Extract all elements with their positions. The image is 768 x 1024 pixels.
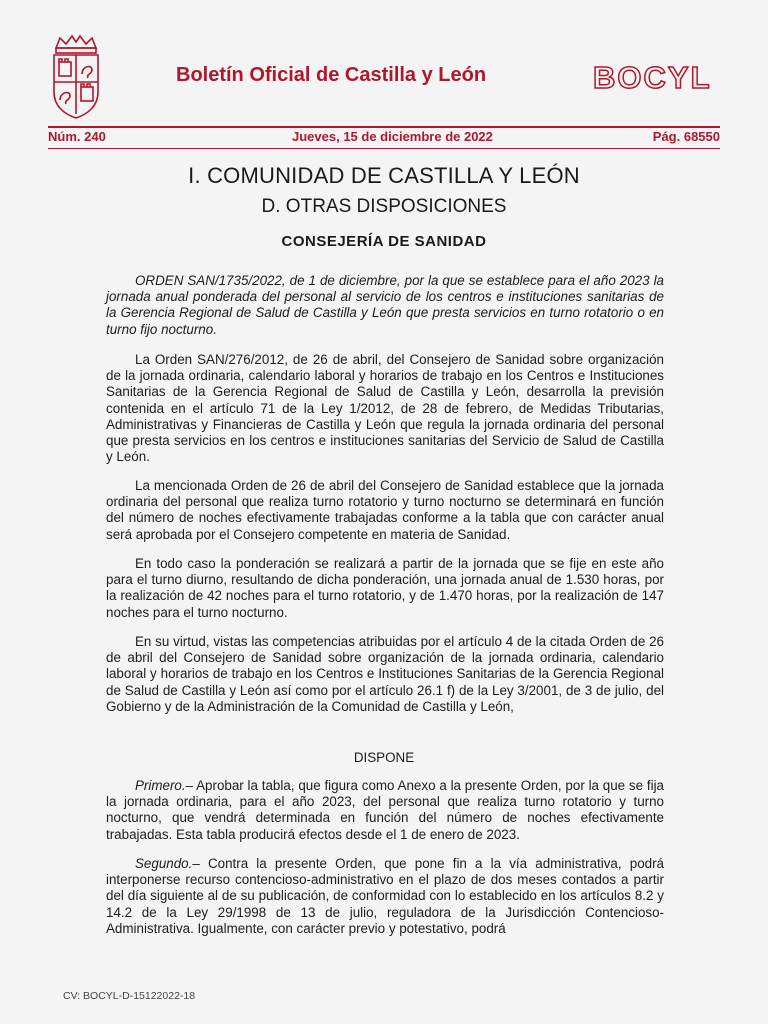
article-text: – Aprobar la tabla, que figura como Anexo a la presente Orden, por la que se fija la jornada ordinaria, para el año 2023, del personal que realiza turno rotatorio y turno nocturno, que vendrá determinada en función del número de noches efectivamente trabajadas. Esta tabla producirá efectos desde el 1 de enero de 2023. (106, 778, 664, 842)
article-primero (106, 778, 664, 843)
article-label: Primero. (135, 778, 186, 793)
article-label: Segundo. (135, 856, 193, 871)
paragraph: La Orden SAN/276/2012, de 26 de abril, del Consejero de Sanidad sobre organización de la jornada ordinaria, calendario laboral y horarios de trabajo en los Centros e Instituciones Sanitarias de la Gerencia Regional de Salud de Castilla y León, desarrolla la previsión contenida en el artículo 71 de la Ley 1/2012, de 28 de febrero, de Medidas Tributarias, Administrativas y Financieras de Castilla y León que regula la jornada ordinaria del personal que presta servicios en los centros e instituciones sanitarias del Servicio de Salud de Castilla y León. (106, 352, 664, 465)
coat-of-arms-icon (48, 34, 104, 120)
header-divider (48, 126, 720, 128)
issue-date: Jueves, 15 de diciembre de 2022 (292, 129, 493, 144)
meta-divider (48, 148, 720, 149)
bocyl-logo (591, 60, 721, 94)
dispone-heading: DISPONE (353, 750, 415, 765)
journal-title: Boletín Oficial de Castilla y León (176, 64, 487, 86)
paragraph: En su virtud, vistas las competencias atribuidas por el artículo 4 de la citada Orden de 26 de abril del Consejero de Sanidad sobre organización de la jornada ordinaria, calendario laboral y horarios de trabajo en los Centros e Instituciones Sanitarias de la Gerencia Regional de Salud de Castilla y León así como por el artículo 26.1 f) de la Ley 3/2001, de 3 de julio, del Gobierno y de la Administración de la Comunidad de Castilla y León, (106, 634, 664, 714)
department-heading: CONSEJERÍA DE SANIDAD (281, 233, 487, 250)
svg-text:BOCYL: BOCYL (593, 60, 712, 94)
article-segundo (106, 856, 664, 937)
paragraph: La mencionada Orden de 26 de abril del Consejero de Sanidad establece que la jornada ordinaria del personal que realiza turno rotatorio y turno nocturno se determinará en función del número de noches efectivamente trabajadas conforme a la tabla que con carácter anual será aprobada por el Consejero competente en materia de Sanidad. (106, 478, 664, 542)
page-header (48, 34, 720, 124)
page-number: Pág. 68550 (652, 129, 720, 144)
cv-code: CV: BOCYL-D-15122022-18 (63, 990, 196, 1002)
article-text: – Contra la presente Orden, que pone fin a la vía administrativa, podrá interponerse recurso contencioso-administrativo en el plazo de dos meses contados a partir del día siguiente al de su publicación, de conformidad con lo establecido en los artículos 8.2 y 14.2 de la Ley 29/1998 de 13 de julio, reguladora de la Jurisdicción Contencioso-Administrativa. Igualmente, con carácter previo y potestativo, podrá (106, 856, 664, 936)
issue-info-row (48, 129, 720, 147)
paragraph: En todo caso la ponderación se realizará a partir de la jornada que se fije en este año para el turno diurno, resultando de dicha ponderación, una jornada anual de 1.530 horas, por la realización de 42 noches para el turno rotatorio, y de 1.470 horas, por la realización de 147 noches para el turno nocturno. (106, 556, 664, 620)
subsection-title: D. OTRAS DISPOSICIONES (261, 196, 507, 217)
issue-number: Núm. 240 (48, 129, 106, 144)
order-title: ORDEN SAN/1735/2022, de 1 de diciembre, por la que se establece para el año 2023 la jornada anual ponderada del personal al servicio de los centros e instituciones sanitarias de la Gerencia Regional de Salud de Castilla y León que presta servicios en turno rotatorio o en turno fijo nocturno. (106, 273, 664, 337)
section-title: I. COMUNIDAD DE CASTILLA Y LEÓN (188, 163, 580, 188)
